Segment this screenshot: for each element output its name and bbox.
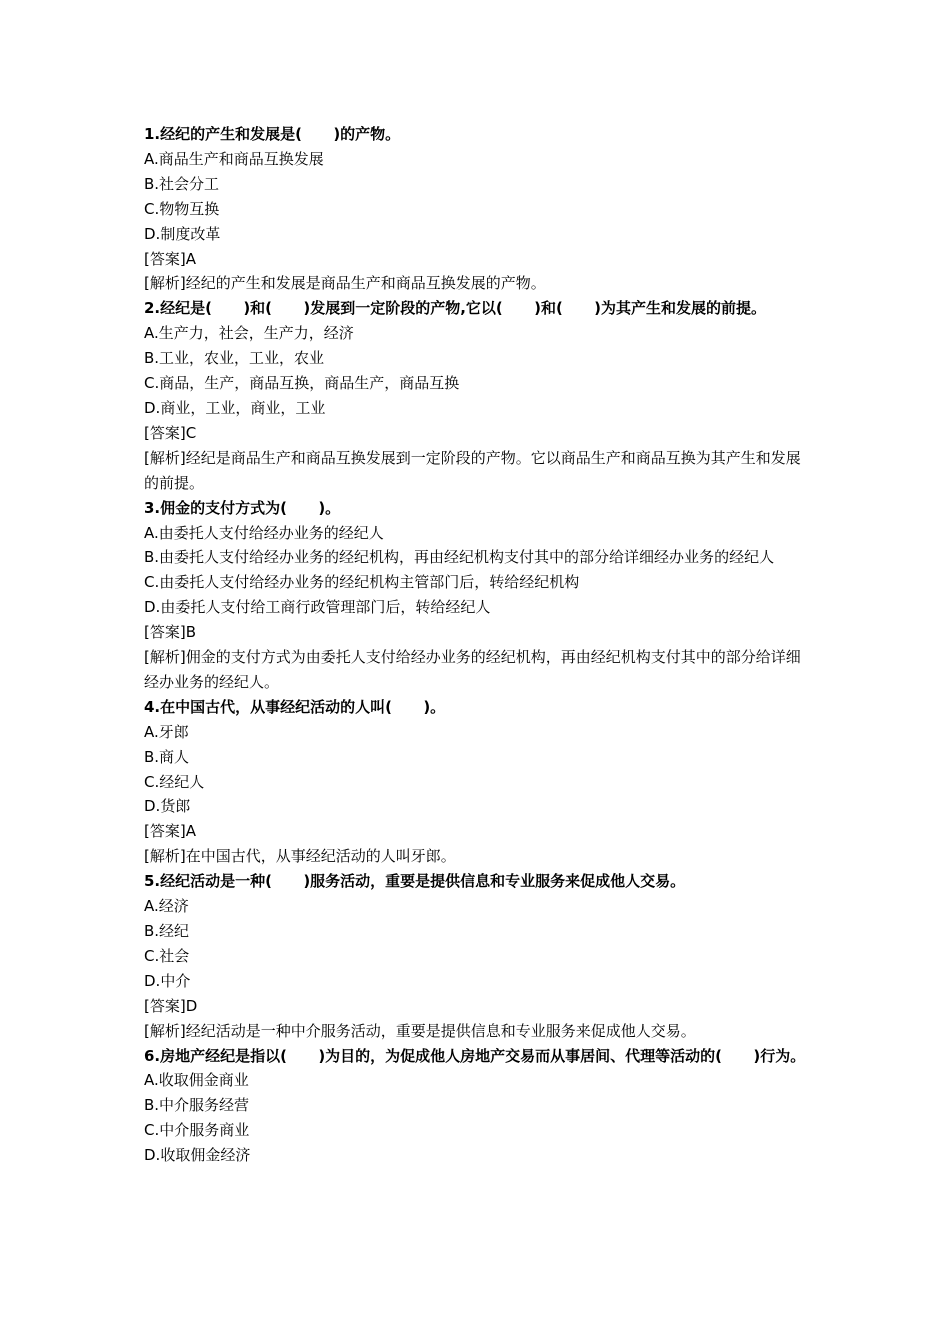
option-d: D.制度改革 xyxy=(144,224,221,243)
option-c: C.由委托人支付给经办业务的经纪机构主管部门后，转给经纪机构 xyxy=(144,573,580,592)
option-d: D.货郎 xyxy=(144,797,191,816)
answer-text: [答案]D xyxy=(144,996,198,1015)
option-d: D.商业，工业，商业，工业 xyxy=(144,398,326,417)
question-block-1 xyxy=(144,122,812,296)
option-c: C.中介服务商业 xyxy=(144,1121,250,1140)
question-block-5 xyxy=(144,869,812,1043)
analysis-text: [解析]经纪活动是一种中介服务活动，重要是提供信息和专业服务来促成他人交易。 xyxy=(144,1021,696,1040)
question-text: 1.经纪的产生和发展是( )的产物。 xyxy=(144,125,401,143)
answer-text: [答案]A xyxy=(144,249,196,268)
analysis-text: [解析]经纪是商品生产和商品互换发展到一定阶段的产物。它以商品生产和商品互换为其产生和发展的前提。 xyxy=(144,448,801,492)
option-d: D.由委托人支付给工商行政管理部门后，转给经纪人 xyxy=(144,598,491,617)
option-b: B.社会分工 xyxy=(144,174,220,193)
option-b: B.经纪 xyxy=(144,922,190,940)
document-page xyxy=(144,122,812,1168)
analysis-text: [解析]在中国古代，从事经纪活动的人叫牙郎。 xyxy=(144,847,456,866)
analysis-text: [解析]经纪的产生和发展是商品生产和商品互换发展的产物。 xyxy=(144,274,546,293)
option-a: A.商品生产和商品互换发展 xyxy=(144,149,324,168)
option-a: A.牙郎 xyxy=(144,722,189,741)
option-d: D.收取佣金经济 xyxy=(144,1146,251,1165)
option-b: B.中介服务经营 xyxy=(144,1096,250,1115)
option-c: C.经纪人 xyxy=(144,772,205,791)
question-text: 2.经纪是( )和( )发展到一定阶段的产物,它以( )和( )为其产生和发展的前提。 xyxy=(144,299,767,318)
option-a: A.收取佣金商业 xyxy=(144,1071,249,1090)
analysis-text: [解析]佣金的支付方式为由委托人支付给经办业务的经纪机构，再由经纪机构支付其中的部分给详细经办业务的经纪人。 xyxy=(144,648,801,691)
option-b: B.工业，农业，工业，农业 xyxy=(144,349,325,368)
question-text: 6.房地产经纪是指以( )为目的，为促成他人房地产交易而从事居间、代理等活动的( )行为。 xyxy=(144,1046,806,1065)
option-b: B.由委托人支付给经办业务的经纪机构，再由经纪机构支付其中的部分给详细经办业务的经纪人 xyxy=(144,548,775,567)
option-a: A.生产力，社会，生产力，经济 xyxy=(144,324,354,343)
answer-text: [答案]B xyxy=(144,623,196,642)
option-c: C.社会 xyxy=(144,946,190,965)
question-block-6 xyxy=(144,1044,812,1169)
option-c: C.商品，生产，商品互换，商品生产，商品互换 xyxy=(144,374,460,393)
answer-text: [答案]A xyxy=(144,822,196,841)
question-text: 3.佣金的支付方式为( )。 xyxy=(144,498,341,517)
option-c: C.物物互换 xyxy=(144,199,220,218)
option-a: A.经济 xyxy=(144,897,189,916)
option-a: A.由委托人支付给经办业务的经纪人 xyxy=(144,523,384,542)
question-block-2 xyxy=(144,296,812,495)
question-block-3 xyxy=(144,496,812,695)
question-text: 4.在中国古代，从事经纪活动的人叫( )。 xyxy=(144,697,446,716)
question-block-4 xyxy=(144,695,812,869)
answer-text: [答案]C xyxy=(144,423,197,442)
option-d: D.中介 xyxy=(144,971,191,990)
question-text: 5.经纪活动是一种( )服务活动，重要是提供信息和专业服务来促成他人交易。 xyxy=(144,872,686,891)
option-b: B.商人 xyxy=(144,747,190,766)
